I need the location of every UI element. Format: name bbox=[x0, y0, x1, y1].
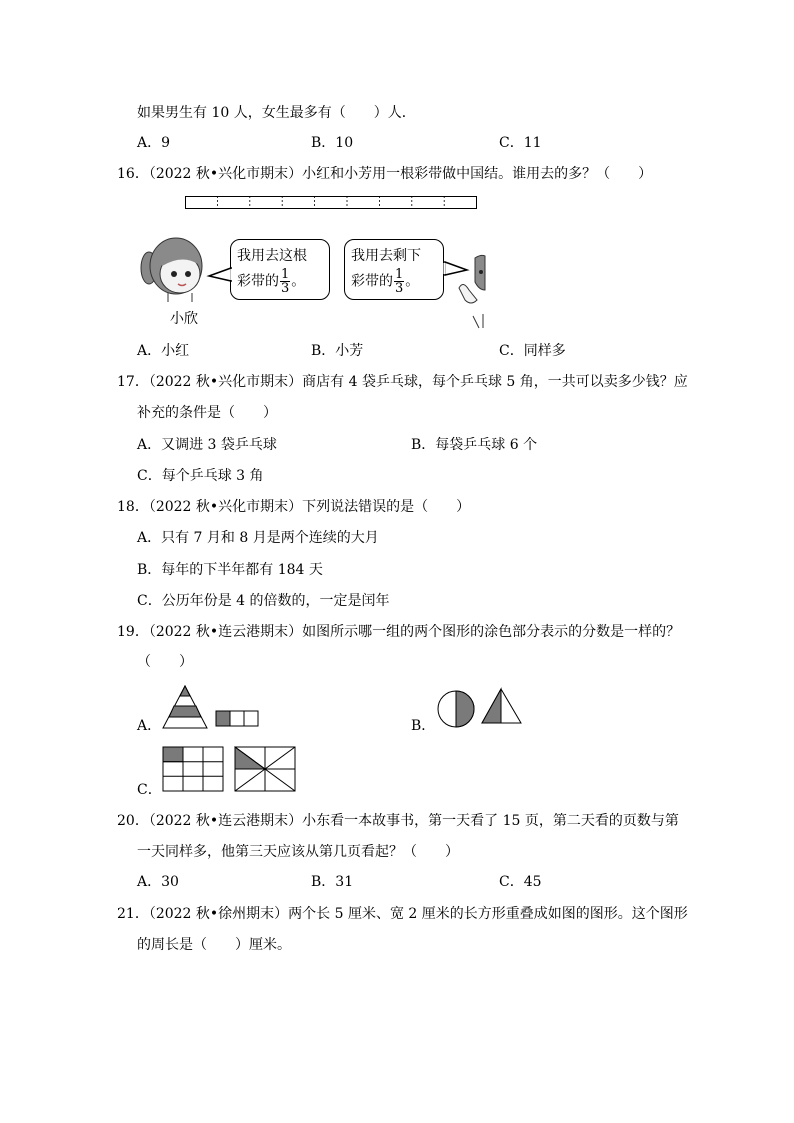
option-c-grid-figure bbox=[162, 746, 224, 792]
q20-stem-line1: 20．（2022 秋•连云港期末）小东看一本故事书，第一天看了 15 页，第二天看的页数与第 bbox=[117, 813, 679, 829]
ribbon-figure bbox=[185, 196, 477, 210]
q15-option-a[interactable]: A．9 bbox=[137, 135, 171, 151]
fraction-one-third-2: $\frac{1}{3}$ bbox=[395, 267, 404, 296]
girl-label: 小欣 bbox=[170, 311, 198, 327]
fraction-one-third: $\frac{1}{3}$ bbox=[281, 267, 290, 296]
option-b-circle-figure bbox=[437, 690, 477, 730]
bubble-right-line1: 我用去剩下 bbox=[351, 248, 421, 264]
q17-stem-line1: 17．（2022 秋•兴化市期末）商店有 4 袋乒乓球，每个乒乓球 5 角，一共可以卖多少钱？应 bbox=[117, 374, 688, 390]
q17-option-c[interactable]: C．每个乒乓球 3 角 bbox=[137, 468, 264, 484]
speech-bubble-left bbox=[230, 239, 330, 300]
q19-option-c-label[interactable]: C． bbox=[137, 782, 162, 798]
bubble-left-line2: 彩带的 $\frac{1}{3}$ 。 bbox=[237, 267, 306, 296]
q20-option-a[interactable]: A．30 bbox=[137, 874, 179, 890]
q17-option-b[interactable]: B．每袋乒乓球 6 个 bbox=[411, 437, 538, 453]
bubble-right-line2: 彩带的 $\frac{1}{3}$ 。 bbox=[351, 267, 420, 296]
boy-illustration-partial bbox=[455, 250, 485, 330]
q15-option-c[interactable]: C．11 bbox=[499, 135, 542, 151]
q19-option-a-label[interactable]: A． bbox=[137, 718, 162, 734]
q15-option-b[interactable]: B．10 bbox=[311, 135, 354, 151]
q16-option-c[interactable]: C．同样多 bbox=[499, 343, 566, 359]
q16-stem: 16．（2022 秋•兴化市期末）小红和小芳用一根彩带做中国结。谁用去的多？（ ） bbox=[117, 166, 653, 182]
q18-option-c[interactable]: C．公历年份是 4 的倍数的，一定是闰年 bbox=[137, 593, 390, 609]
q17-option-a[interactable]: A．又调进 3 袋乒乓球 bbox=[137, 437, 277, 453]
q20-option-b[interactable]: B．31 bbox=[311, 874, 354, 890]
q18-stem: 18．（2022 秋•兴化市期末）下列说法错误的是（ ） bbox=[117, 499, 471, 515]
bubble-left-line1: 我用去这根 bbox=[237, 248, 307, 264]
q17-stem-line2: 补充的条件是（ ） bbox=[137, 405, 277, 421]
q19-option-b-label[interactable]: B． bbox=[411, 718, 436, 734]
girl-illustration bbox=[138, 230, 208, 310]
speech-bubble-right bbox=[344, 239, 444, 300]
option-b-triangle-figure bbox=[481, 688, 525, 724]
q15-stem-tail: 如果男生有 10 人，女生最多有（ ）人． bbox=[137, 105, 416, 121]
bubble-left-tail bbox=[209, 268, 233, 284]
q19-stem-line1: 19．（2022 秋•连云港期末）如图所示哪一组的两个图形的涂色部分表示的分数是一样的？ bbox=[117, 624, 681, 640]
q16-option-a[interactable]: A．小红 bbox=[137, 343, 190, 359]
option-a-triangle-figure bbox=[162, 684, 210, 730]
q18-option-b[interactable]: B．每年的下半年都有 184 天 bbox=[137, 562, 323, 578]
q21-stem-line1: 21．（2022 秋•徐州期末）两个长 5 厘米、宽 2 厘米的长方形重叠成如图的图形。这个图形 bbox=[117, 906, 688, 922]
q19-stem-line2: （ ） bbox=[137, 654, 193, 670]
option-a-bar-figure bbox=[215, 710, 259, 728]
q16-option-b[interactable]: B．小芳 bbox=[311, 343, 364, 359]
q21-stem-line2: 的周长是（ ）厘米。 bbox=[137, 937, 291, 953]
q20-option-c[interactable]: C．45 bbox=[499, 874, 542, 890]
option-c-star-rectangle-figure bbox=[234, 746, 296, 792]
q20-stem-line2: 一天同样多，他第三天应该从第几页看起？（ ） bbox=[137, 844, 459, 860]
q18-option-a[interactable]: A．只有 7 月和 8 月是两个连续的大月 bbox=[137, 530, 379, 546]
